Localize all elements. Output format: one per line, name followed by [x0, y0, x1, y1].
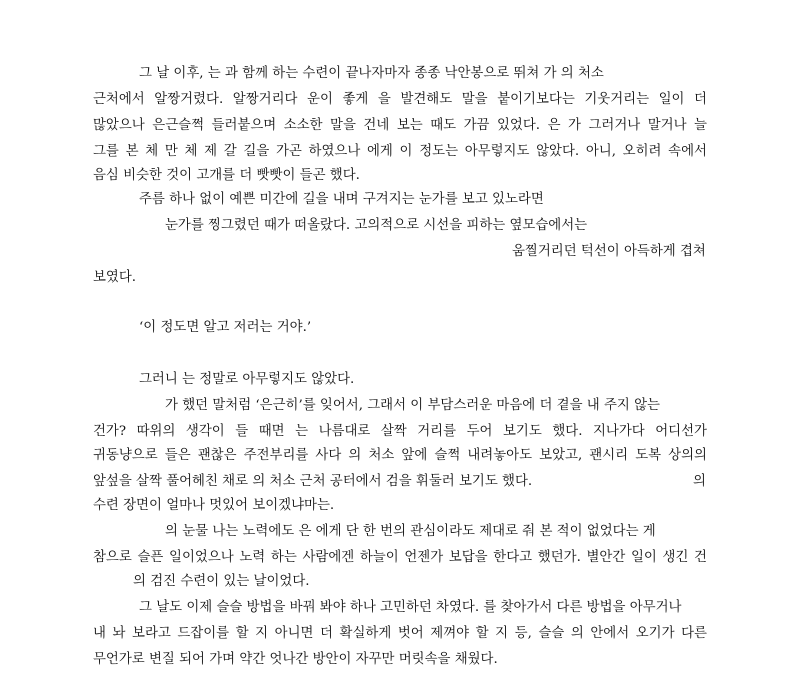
text-line: 귀동냥으로 들은 괜찮은 주전부리를 사다 의 처소 앞에 슬쩍 내려놓아도 보았고, 괜시리 도복 상의의 [93, 448, 707, 463]
text-line: 내 놔 보라고 드잡이를 할 지 아니면 더 확실하게 벗어 제껴야 할 지 등, 슬슬 의 안에서 오기가 다른 [93, 626, 707, 641]
text-line: 많았으나 은근슬쩍 들러붙으며 소소한 말을 건네 보는 때도 가끔 있었다. 은 가 그러거나 말거나 늘 [93, 118, 707, 133]
text-line: 그 날도 이제 슬슬 방법을 바꿔 봐야 하나 고민하던 차였다. 를 찾아가서 다른 방법을 아무거나 [139, 600, 682, 615]
text-line: 참으로 슬픈 일이었으나 노력 하는 사람에겐 하늘이 언젠가 보답을 한다고 했던가. 별안간 일이 생긴 건 [93, 550, 707, 565]
text-line: 그를 본 체 만 체 제 갈 길을 가곤 하였으나 에게 이 정도는 아무렇지도 않았다. 아니, 오히려 속에서 [93, 144, 707, 159]
text-line: 건가? 따위의 생각이 들 때면 는 나름대로 살짝 거리를 두어 보기도 했다. 지나가다 어디선가 [93, 424, 707, 439]
text-line: 보였다. [93, 270, 137, 285]
text-line: 앞섶을 살짝 풀어헤친 채로 의 처소 근처 공터에서 검을 휘둘러 보기도 했다. [93, 474, 533, 489]
text-line: 음심 비슷한 것이 고개를 더 빳빳이 들곤 했다. [93, 168, 360, 183]
text-line: 근처에서 알짱거렸다. 알짱거리다 운이 좋게 을 발견해도 말을 붙이기보다는 기웃거리는 일이 더 [93, 92, 707, 107]
text-line: 가 했던 말처럼 ‘은근히’를 잊어서, 그래서 이 부담스러운 마음에 더 곁을 내 주지 않는 [165, 398, 660, 413]
text-line: 무언가로 변질 되어 가며 약간 엇나간 방안이 자꾸만 머릿속을 채웠다. [93, 652, 498, 667]
text-line: 그 날 이후, 는 과 함께 하는 수련이 끝나자마자 종종 낙안봉으로 뛰쳐 가 의 처소 [139, 66, 604, 81]
text-line: 주름 하나 없이 예쁜 미간에 길을 내며 구겨지는 눈가를 보고 있노라면 [139, 192, 544, 207]
text-line: 눈가를 찡그렸던 때가 떠올랐다. 고의적으로 시선을 피하는 옆모습에서는 [165, 218, 588, 233]
quote-line: ‘이 정도면 알고 저러는 거야.’ [139, 320, 312, 335]
text-line: 그러니 는 정말로 아무렇지도 않았다. [139, 372, 355, 387]
text-line: 수련 장면이 얼마나 멋있어 보이겠냐마는. [93, 498, 335, 513]
text-line: 움찔거리던 턱선이 아득하게 겹쳐 [512, 244, 706, 259]
text-line: 의 눈물 나는 노력에도 은 에게 단 한 번의 관심이라도 제대로 줘 본 적이 없었다는 게 [165, 524, 656, 539]
text-line: 의 [693, 474, 706, 489]
text-line: 의 검진 수련이 있는 날이었다. [133, 574, 310, 589]
